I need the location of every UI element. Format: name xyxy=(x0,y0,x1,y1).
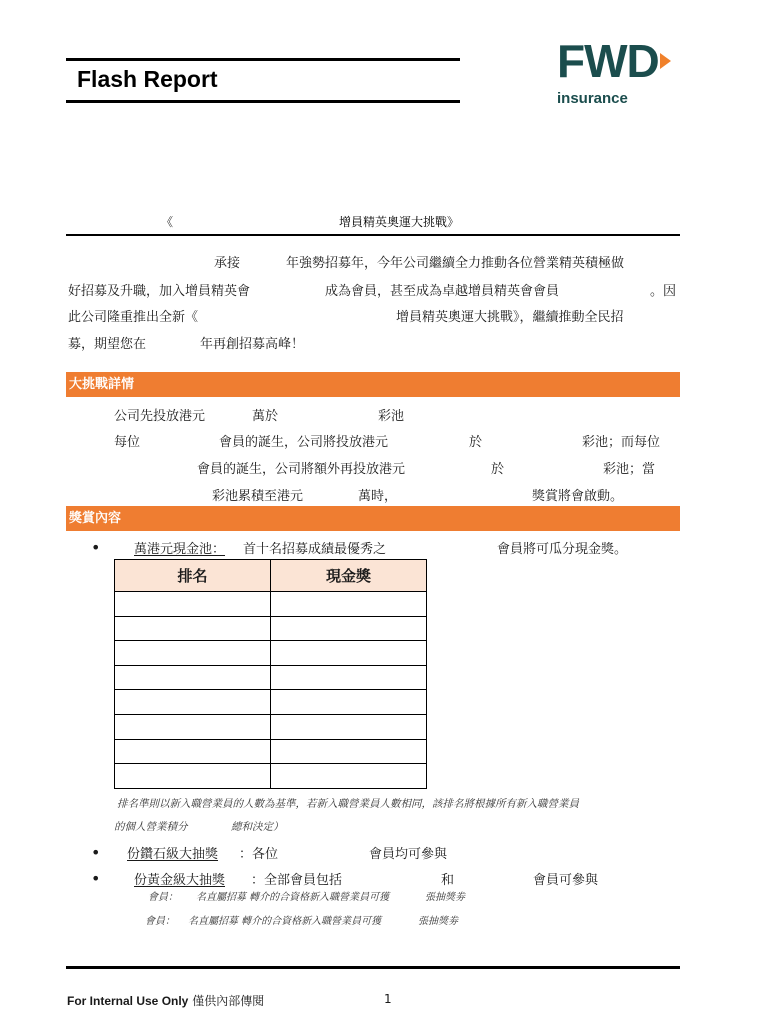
table-cell xyxy=(271,592,427,617)
challenge-text: 於 xyxy=(491,462,505,477)
challenge-text: 每位 xyxy=(114,435,141,450)
table-cell xyxy=(115,690,271,715)
challenge-text: 彩池；而每位 xyxy=(582,435,661,450)
report-title: Flash Report xyxy=(77,66,218,92)
reward-gold-draw-label: 份黃金級大抽獎 xyxy=(134,873,226,888)
reward-gold-draw-mid: 和 xyxy=(441,873,455,888)
intro-text: 增員精英奧運大挑戰》，繼續推動全民招 xyxy=(396,310,624,325)
intro-text: 承接 xyxy=(214,256,241,271)
table-row xyxy=(115,665,427,690)
table-row xyxy=(115,616,427,641)
header-rule-bottom xyxy=(66,100,460,103)
challenge-text: 萬時， xyxy=(358,489,398,504)
table-cell xyxy=(271,764,427,789)
table-header-row xyxy=(115,560,427,592)
challenge-text: 彩池累積至港元 xyxy=(212,489,304,504)
fwd-logo-subtext: insurance xyxy=(557,90,628,107)
footer-label-zh: 僅供內部傳閱 xyxy=(192,994,265,1008)
campaign-heading-left: 《 xyxy=(161,215,174,229)
gold-draw-detail: 張抽獎劵 xyxy=(418,916,458,927)
gold-draw-detail: 張抽獎劵 xyxy=(425,892,465,903)
logo-arrow-icon xyxy=(660,53,671,69)
gold-draw-detail: 會員： xyxy=(145,916,175,927)
bullet-icon: • xyxy=(91,538,101,557)
table-row xyxy=(115,592,427,617)
intro-text: 成為會員，甚至成為卓越增員精英會會員 xyxy=(325,284,560,299)
challenge-text: 獎賞將會啟動。 xyxy=(532,489,624,504)
ranking-table xyxy=(114,559,427,789)
table-cell xyxy=(271,616,427,641)
table-cell xyxy=(115,665,271,690)
challenge-text: 彩池 xyxy=(378,409,405,424)
challenge-text: 公司先投放港元 xyxy=(114,409,206,424)
table-cell xyxy=(115,592,271,617)
intro-text: 好招募及升職，加入增員精英會 xyxy=(68,284,251,299)
table-cell xyxy=(271,739,427,764)
section-bar-challenge: 大挑戰詳情 xyxy=(66,372,680,397)
table-cell xyxy=(115,764,271,789)
footer-label xyxy=(67,992,264,1009)
fwd-logo: FWD xyxy=(557,35,659,87)
intro-text: 年再創招募高峰！ xyxy=(200,337,305,352)
table-cell xyxy=(115,616,271,641)
challenge-text: 萬於 xyxy=(252,409,279,424)
table-cell xyxy=(115,714,271,739)
challenge-text: 於 xyxy=(469,435,483,450)
section-bar-rewards: 獎賞內容 xyxy=(66,506,680,531)
header-rule-top xyxy=(66,58,460,61)
reward-cash-pool-tail: 會員將可瓜分現金獎。 xyxy=(497,542,628,557)
table-row xyxy=(115,739,427,764)
footer-label-en: For Internal Use Only xyxy=(67,994,189,1008)
column-header-cash-prize: 現金獎 xyxy=(271,560,427,592)
intro-text: 此公司隆重推出全新《 xyxy=(68,310,199,325)
challenge-text: 彩池；當 xyxy=(603,462,656,477)
reward-gold-draw-tail: 會員可參與 xyxy=(533,873,599,888)
table-cell xyxy=(271,665,427,690)
bullet-icon: • xyxy=(91,869,101,888)
ranking-note: 總和決定） xyxy=(231,821,284,833)
table-cell xyxy=(115,739,271,764)
table-row xyxy=(115,714,427,739)
intro-text: 年強勢招募年，今年公司繼續全力推動各位營業精英積極做 xyxy=(286,256,625,271)
intro-text: 募，期望您在 xyxy=(68,337,147,352)
table-cell xyxy=(271,641,427,666)
gold-draw-detail: 名直屬招募 轉介的合資格新入職營業員可獲 xyxy=(188,916,382,927)
ranking-note: 的個人營業積分 xyxy=(114,821,188,833)
intro-text: 。因 xyxy=(650,284,677,299)
table-row xyxy=(115,764,427,789)
heading-rule xyxy=(66,234,680,236)
challenge-text: 會員的誕生，公司將額外再投放港元 xyxy=(197,462,406,477)
gold-draw-detail: 名直屬招募 轉介的合資格新入職營業員可獲 xyxy=(196,892,390,903)
table-row xyxy=(115,641,427,666)
table-row xyxy=(115,690,427,715)
reward-diamond-draw-text: ：各位 xyxy=(239,847,279,862)
reward-diamond-draw-tail: 會員均可參與 xyxy=(369,847,448,862)
footer-rule xyxy=(66,966,680,969)
page-number: 1 xyxy=(384,992,392,1006)
bullet-icon: • xyxy=(91,843,101,862)
table-cell xyxy=(271,690,427,715)
reward-cash-pool-text: 首十名招募成績最優秀之 xyxy=(243,542,387,557)
table-cell xyxy=(115,641,271,666)
reward-diamond-draw-label: 份鑽石級大抽獎 xyxy=(127,847,219,862)
reward-gold-draw-text: ：全部會員包括 xyxy=(251,873,343,888)
campaign-heading-right: 增員精英奧運大挑戰》 xyxy=(339,215,460,229)
ranking-note: 排名準則以新入職營業員的人數為基準，若新入職營業員人數相同，該排名將根據所有新入職營業員 xyxy=(117,798,579,810)
reward-cash-pool-label: 萬港元現金池： xyxy=(134,542,226,557)
column-header-rank: 排名 xyxy=(115,560,271,592)
gold-draw-detail: 會員： xyxy=(148,892,178,903)
challenge-text: 會員的誕生，公司將投放港元 xyxy=(219,435,389,450)
table-cell xyxy=(271,714,427,739)
